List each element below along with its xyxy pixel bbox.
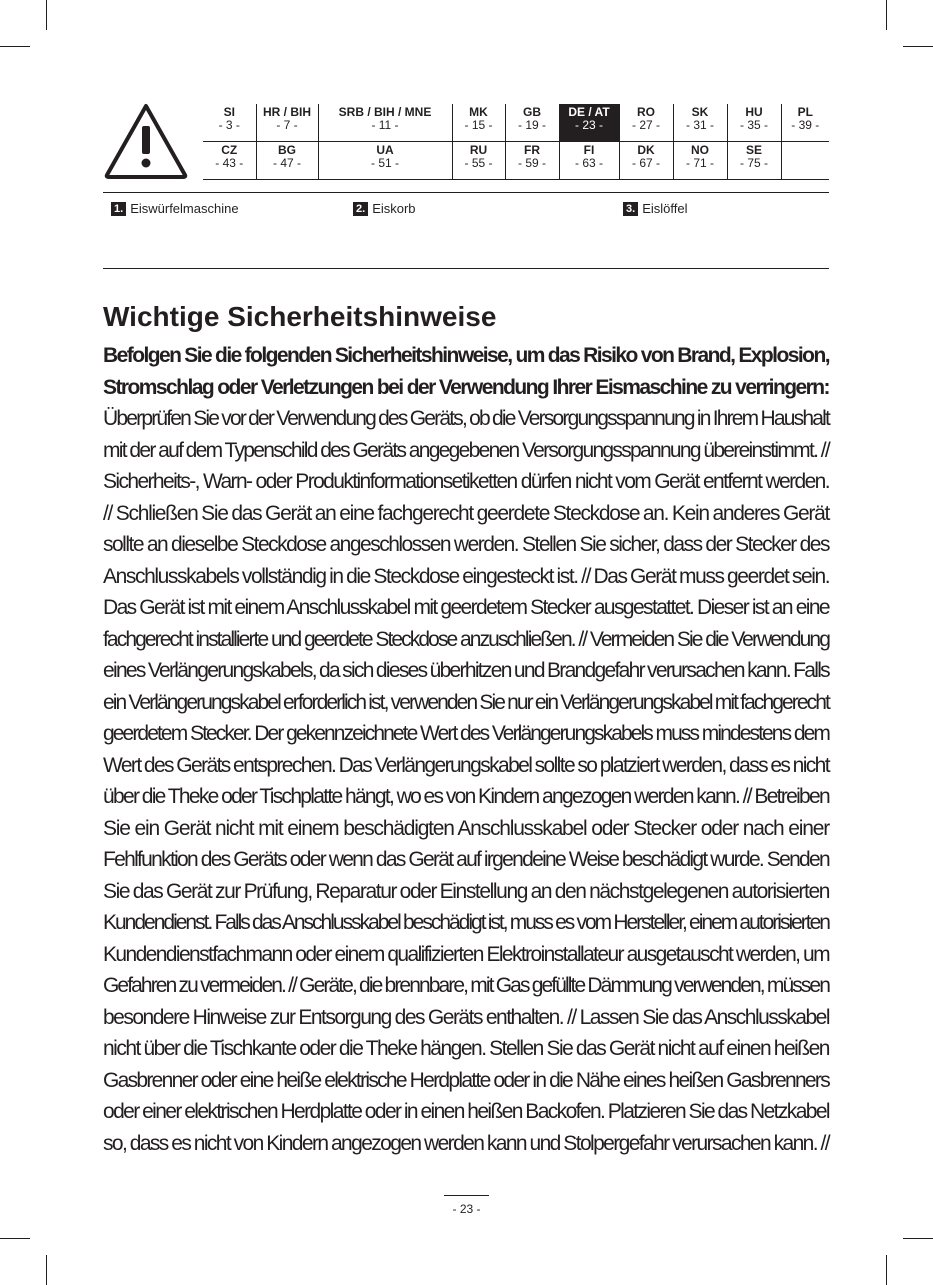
language-page: - 43 - [215,155,244,170]
language-page: - 3 - [218,118,240,132]
part-label: Eiskorb [372,201,416,216]
language-cell-active[interactable] [559,104,619,141]
part-number: 2. [353,202,368,216]
language-cell[interactable] [505,104,559,141]
language-page: - 67 - [631,155,660,170]
crop-mark-top-right-h [903,46,933,47]
language-page: - 11 - [371,118,399,132]
header-divider [103,192,829,193]
crop-mark-top-right-v [886,0,887,30]
language-cell[interactable] [452,141,505,179]
language-page: - 55 - [464,155,493,170]
language-cell[interactable] [673,141,727,179]
language-code: FI [583,142,595,157]
language-cell[interactable] [256,104,318,141]
language-code: UA [376,142,394,157]
part-item [353,201,416,216]
crop-mark-bottom-left-h [0,1238,30,1239]
body-line: geerdetem Stecker. Der gekennzeichnete Wert des Verlängerungskabels muss mindestens dem [103,722,829,745]
part-item [623,201,687,216]
body-line: Gasbrenner oder eine heiße elektrische Herdplatte oder in die Nähe eines heißen Gasbrenners [103,1068,829,1092]
page-title: Wichtige Sicherheitshinweise [103,301,497,332]
language-cell[interactable] [452,104,505,141]
language-page: - 35 - [739,118,768,132]
part-label: Eislöffel [642,201,688,216]
language-index-table [203,104,829,180]
language-page: - 23 - [574,118,603,132]
footer-divider [444,1195,489,1196]
language-code: MK [469,105,488,119]
language-cell[interactable] [619,104,673,141]
body-line: Sie ein Gerät nicht mit einem beschädigten Anschlusskabel oder Stecker oder nach einer [103,816,829,840]
language-page: - 71 - [685,155,714,170]
language-code: DE / AT [568,105,610,119]
language-page: - 39 - [791,118,820,132]
body-line: mit der auf dem Typenschild des Geräts angegebenen Versorgungsspannung übereinstimmt. // [103,438,829,462]
language-cell[interactable] [619,141,673,179]
body-line: über die Theke oder Tischplatte hängt, wo es von Kindern angezogen werden kann. // Betreiben [103,785,829,808]
body-line: sollte an dieselbe Steckdose angeschlossen werden. Stellen Sie sicher, dass der Stecker des [103,533,829,556]
language-page: - 51 - [370,155,399,170]
body-line: Das Gerät ist mit einem Anschlusskabel mit geerdetem Stecker ausgestattet. Dieser ist an eine [103,596,829,619]
section-divider [103,268,829,269]
language-cell[interactable] [727,104,781,141]
body-line: eines Verlängerungskabels, da sich dieses überhitzen und Brandgefahr verursachen kann. Falls [103,659,829,682]
body-line: Fehlfunktion des Geräts oder wenn das Gerät auf irgendeine Weise beschädigt wurde. Senden [103,848,829,871]
language-code: FR [524,142,540,157]
language-cell[interactable] [781,104,829,141]
crop-mark-top-left-h [0,46,30,47]
intro-line: Befolgen Sie die folgenden Sicherheitshinweise, um das Risiko von Brand, Explosion, [103,344,829,367]
part-item [111,201,239,216]
warning-icon [103,102,189,180]
body-line: ein Verlängerungskabel erforderlich ist, verwenden Sie nur ein Verlängerungskabel mit fachgerecht [103,690,829,714]
language-page: - 47 - [272,155,301,170]
language-page: - 63 - [574,155,603,170]
intro-line: Stromschlag oder Verletzungen bei der Verwendung Ihrer Eismaschine zu verringern: [103,375,829,399]
language-cell[interactable] [203,104,256,141]
crop-mark-top-left-v [46,0,47,30]
crop-mark-bottom-left-v [46,1255,47,1285]
body-line: Sicherheits-, Warn- oder Produktinformationsetiketten dürfen nicht vom Gerät entfernt werden. [103,470,829,493]
part-label: Eiswürfelmaschine [130,201,239,216]
body-line: nicht über die Tischkante oder die Theke hängen. Stellen Sie das Gerät nicht auf einen heißen [103,1037,829,1060]
part-number: 3. [623,202,638,216]
body-line: Anschlusskabels vollständig in die Steckdose eingesteckt ist. // Das Gerät muss geerdet sein. [103,564,830,588]
language-code: BG [278,142,296,157]
language-cell[interactable] [727,141,781,179]
body-line: Wert des Geräts entsprechen. Das Verlängerungskabel sollte so platziert werden, dass es nicht [103,753,829,777]
language-code: HR / BIH [263,105,311,119]
language-code: RU [469,142,488,157]
language-cell[interactable] [256,141,318,179]
body-line: Gefahren zu vermeiden. // Geräte, die brennbare, mit Gas gefüllte Dämmung verwenden, müssen [103,974,829,997]
crop-mark-bottom-right-v [886,1255,887,1285]
language-page: - 75 - [739,155,768,170]
crop-mark-bottom-right-h [903,1238,933,1239]
part-number: 1. [111,202,126,216]
body-line: Kundendienstfachmann oder einem qualifizierten Elektroinstallateur ausgetauscht werden, um [103,942,829,966]
safety-text [103,340,829,1159]
language-code: SRB / BIH / MNE [338,105,432,119]
language-code: RO [637,105,655,119]
body-line: // Schließen Sie das Gerät an eine fachgerecht geerdete Steckdose an. Kein anderes Gerät [103,501,829,525]
body-line: Überprüfen Sie vor der Verwendung des Geräts, ob die Versorgungsspannung in Ihrem Haushalt [103,407,829,430]
language-page: - 19 - [517,118,546,132]
language-row [203,141,829,179]
body-line: oder einer elektrischen Herdplatte oder in einen heißen Backofen. Platzieren Sie das Netzkabel [103,1100,829,1123]
language-code: SI [223,105,235,119]
language-code: SK [691,105,709,119]
language-cell[interactable] [203,141,256,179]
language-code: HU [745,105,763,119]
language-page: - 31 - [685,118,714,132]
body-line: besondere Hinweise zur Entsorgung des Geräts enthalten. // Lassen Sie das Anschlusskabel [103,1005,829,1029]
language-code: NO [691,142,709,157]
language-page: - 27 - [631,118,660,132]
language-cell[interactable] [673,104,727,141]
language-row [203,104,829,141]
language-cell-empty [781,141,829,179]
body-line: Kundendienst. Falls das Anschlusskabel beschädigt ist, muss es vom Hersteller, einem autorisierten [103,911,829,934]
body-line: so, dass es nicht von Kindern angezogen werden kann und Stolpergefahr verursachen kann. // [103,1131,829,1155]
language-page: - 7 - [276,118,298,132]
language-code: SE [745,142,762,157]
language-cell[interactable] [318,141,452,179]
language-code: PL [797,105,813,119]
language-cell[interactable] [505,141,559,179]
language-code: CZ [221,142,238,157]
page-number: - 23 - [452,1202,481,1216]
body-line: Sie das Gerät zur Prüfung, Reparatur oder Einstellung an den nächstgelegenen autorisierten [103,879,829,903]
parts-legend [0,201,933,219]
language-cell[interactable] [318,104,452,141]
language-page: - 15 - [464,118,493,132]
language-page: - 59 - [517,155,546,170]
body-line: fachgerecht installierte und geerdete Steckdose anzuschließen. // Vermeiden Sie die Verwendung [103,627,829,651]
language-code: GB [523,105,541,119]
language-cell[interactable] [559,141,619,179]
language-code: DK [637,142,655,157]
